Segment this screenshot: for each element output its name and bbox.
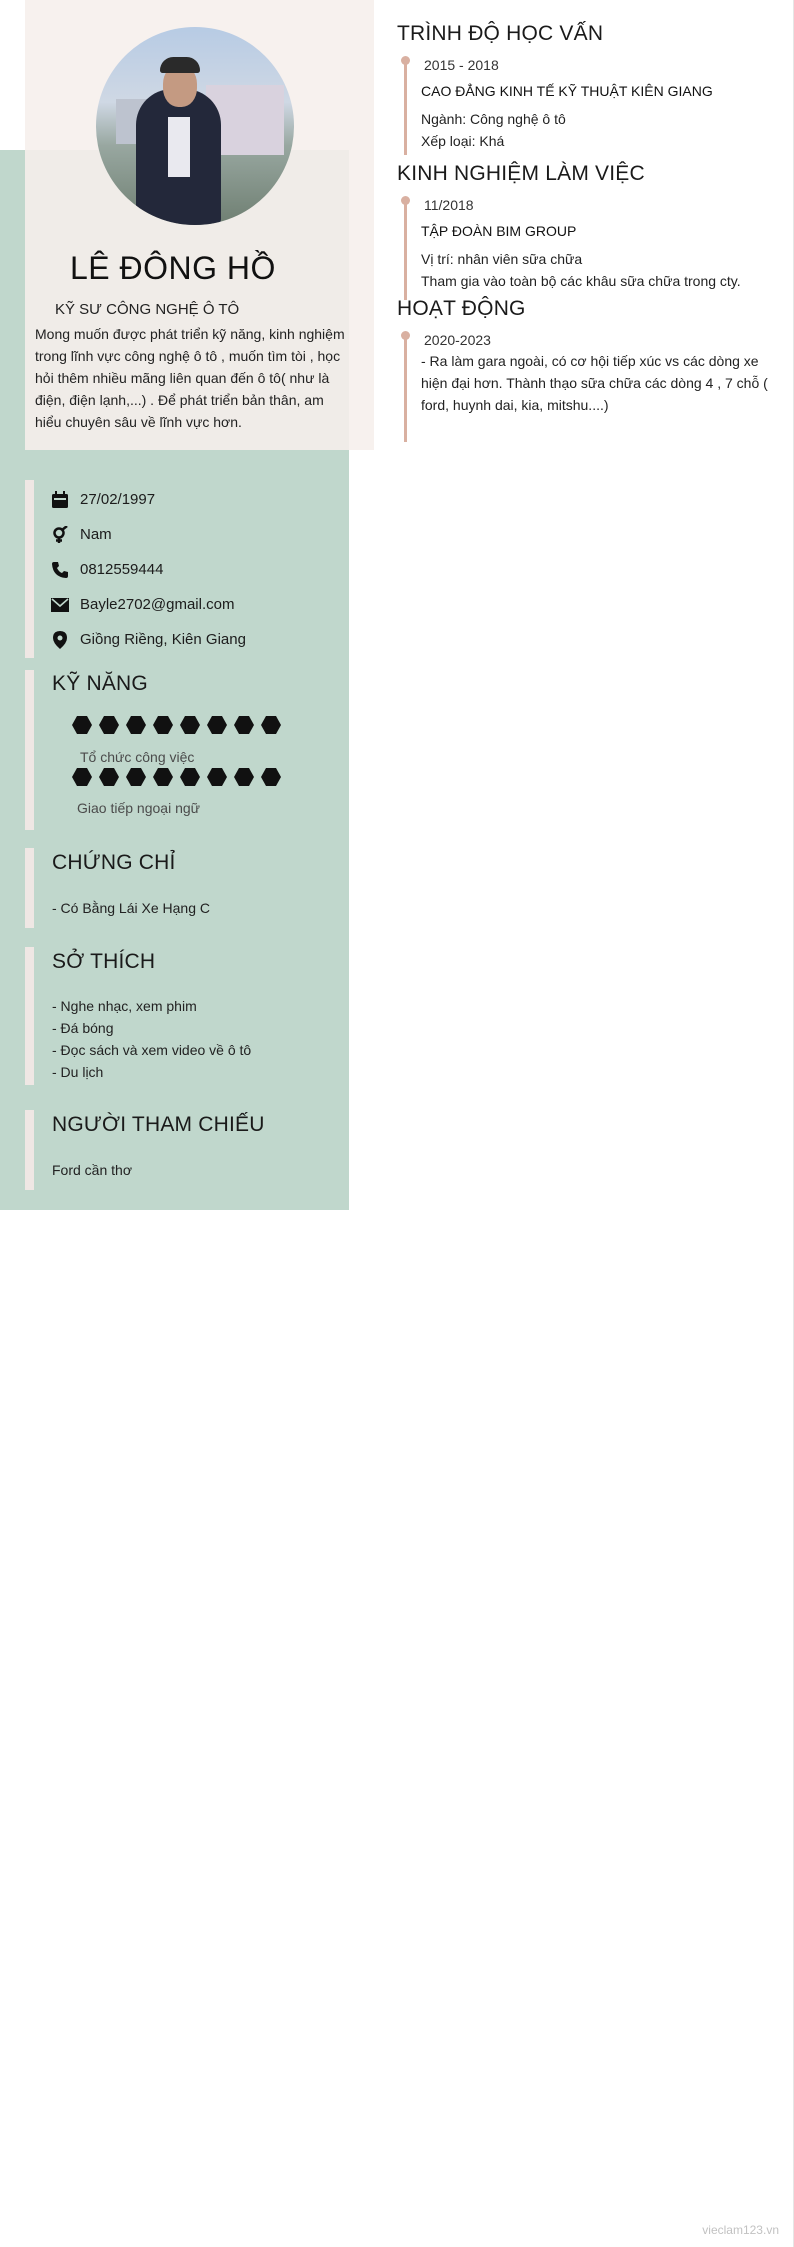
education-date: 2015 - 2018 [424, 57, 499, 73]
skill-2-level [72, 768, 281, 786]
certificates-bar [25, 848, 34, 928]
phone-value: 0812559444 [80, 561, 164, 578]
address-row [50, 622, 340, 657]
hobby-item: - Nghe nhạc, xem phim [52, 998, 197, 1014]
hobby-item: - Du lịch [52, 1064, 104, 1080]
references-bar [25, 1110, 34, 1190]
hobbies-list [52, 995, 251, 1083]
candidate-name: LÊ ĐÔNG HỒ [70, 250, 276, 286]
education-line: Ngành: Công nghệ ô tô [421, 111, 566, 127]
education-school: CAO ĐẲNG KINH TẾ KỸ THUẬT KIÊN GIANG [421, 83, 713, 99]
gender-row [50, 517, 340, 552]
phone-row [50, 552, 340, 587]
activities-date: 2020-2023 [424, 332, 491, 348]
watermark: vieclam123.vn [702, 2223, 779, 2237]
education-line: Xếp loại: Khá [421, 133, 505, 149]
skill-2-label: Giao tiếp ngoại ngữ [77, 800, 201, 816]
birthday-value: 27/02/1997 [80, 491, 156, 508]
contact-bar [25, 480, 34, 658]
career-objective: Mong muốn được phát triển kỹ năng, kinh nghiệm trong lĩnh vực công nghệ ô tô , muốn tìm tòi , học hỏi thêm nhiều mãng liên quan đến ô tô( như là điện, điện lạnh,...) . Để phát triển bản thân, am hiểu chuyên sâu về lĩnh vực hơn. [35, 326, 345, 430]
certificates-title: CHỨNG CHỈ [52, 851, 176, 874]
hobbies-bar [25, 947, 34, 1085]
location-icon [50, 630, 70, 650]
activities-timeline [404, 335, 407, 442]
hobby-item: - Đá bóng [52, 1020, 114, 1036]
experience-line: Tham gia vào toàn bộ các khâu sữa chữa trong cty. [421, 273, 741, 289]
references-title: NGƯỜI THAM CHIẾU [52, 1113, 265, 1136]
reference-item: Ford cần thơ [52, 1162, 132, 1178]
skill-1-level [72, 716, 281, 734]
hobby-item: - Đọc sách và xem video về ô tô [52, 1042, 252, 1058]
address-value: Giồng Riềng, Kiên Giang [80, 631, 246, 648]
education-details [421, 108, 771, 152]
email-row [50, 587, 340, 622]
phone-icon [50, 560, 70, 580]
experience-details [421, 248, 771, 292]
education-timeline [404, 60, 407, 155]
activities-text: - Ra làm gara ngoài, có cơ hội tiếp xúc vs các dòng xe hiện đại hơn. Thành thạo sữa chữa các dòng 4 , 7 chỗ ( ford, huynh dai, kia, mitshu....) [421, 353, 768, 413]
experience-title: KINH NGHIỆM LÀM VIỆC [397, 162, 645, 185]
avatar [96, 27, 294, 225]
contact-section [50, 482, 340, 657]
education-title: TRÌNH ĐỘ HỌC VẤN [397, 22, 604, 45]
hobbies-title: SỞ THÍCH [52, 950, 156, 973]
activities-title: HOẠT ĐỘNG [397, 297, 526, 320]
gender-value: Nam [80, 526, 112, 543]
mail-icon [50, 595, 70, 615]
skills-title: KỸ NĂNG [52, 672, 148, 695]
birthday-row [50, 482, 340, 517]
skill-1-label: Tổ chức công việc [80, 749, 195, 765]
experience-timeline [404, 200, 407, 300]
experience-company: TẬP ĐOÀN BIM GROUP [421, 223, 577, 239]
email-value: Bayle2702@gmail.com [80, 596, 235, 613]
skills-bar [25, 670, 34, 830]
calendar-icon [50, 490, 70, 510]
job-position: KỸ SƯ CÔNG NGHỆ Ô TÔ [55, 301, 240, 318]
gender-icon [50, 525, 70, 545]
experience-line: Vị trí: nhân viên sữa chữa [421, 251, 583, 267]
experience-date: 11/2018 [424, 197, 474, 213]
certificate-item: - Có Bằng Lái Xe Hạng C [52, 900, 210, 916]
